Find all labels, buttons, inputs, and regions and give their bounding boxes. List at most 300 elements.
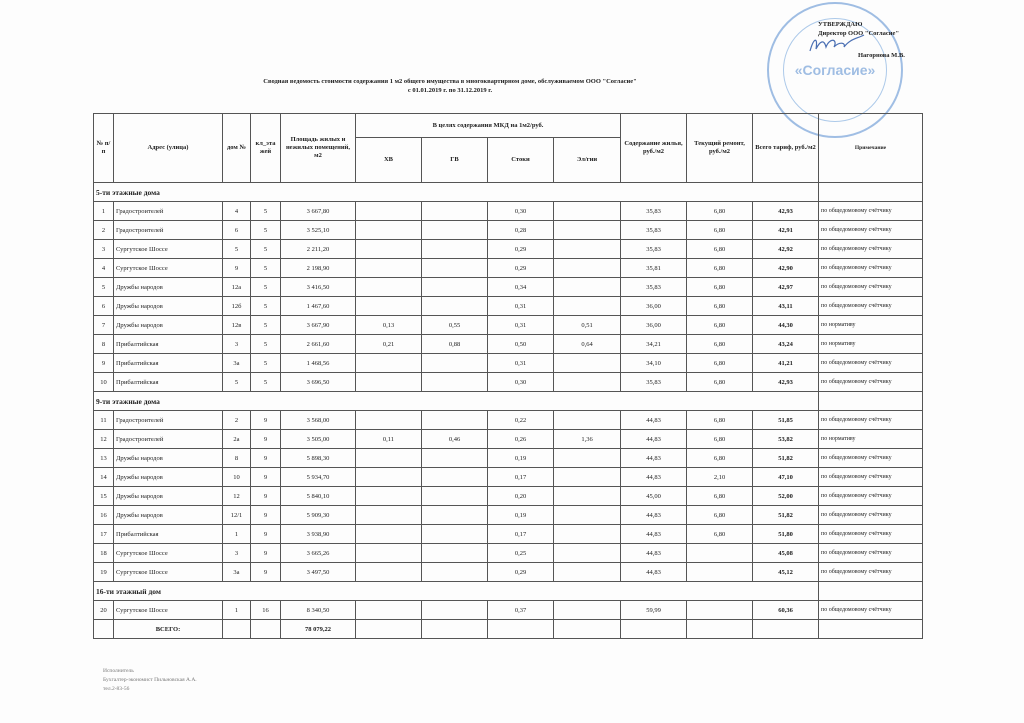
row-hot-water [422, 544, 488, 563]
section-header-row [94, 582, 923, 601]
row-cold-water [356, 221, 422, 240]
row-sewage: 0,31 [488, 354, 554, 373]
row-area: 5 898,30 [281, 449, 356, 468]
row-number: 17 [94, 525, 114, 544]
row-maintenance: 35,81 [621, 259, 687, 278]
row-maintenance: 36,00 [621, 297, 687, 316]
document-title [200, 77, 700, 95]
row-repair: 6,80 [687, 259, 753, 278]
row-maintenance: 44,83 [621, 525, 687, 544]
row-number: 16 [94, 506, 114, 525]
row-area: 5 909,30 [281, 506, 356, 525]
row-house: 5 [223, 373, 251, 392]
row-number: 5 [94, 278, 114, 297]
row-cold-water [356, 487, 422, 506]
row-sewage: 0,19 [488, 449, 554, 468]
row-electricity [554, 297, 621, 316]
row-maintenance: 35,83 [621, 240, 687, 259]
row-floors: 5 [251, 316, 281, 335]
row-sewage: 0,30 [488, 373, 554, 392]
table-row [94, 354, 923, 373]
row-sewage: 0,34 [488, 278, 554, 297]
row-repair: 6,80 [687, 221, 753, 240]
row-house: 12а [223, 278, 251, 297]
row-electricity [554, 278, 621, 297]
row-hot-water [422, 221, 488, 240]
table-row [94, 202, 923, 221]
row-house: 12в [223, 316, 251, 335]
total-area: 78 079,22 [281, 620, 356, 639]
row-repair: 6,80 [687, 335, 753, 354]
row-repair: 6,80 [687, 506, 753, 525]
row-maintenance: 34,10 [621, 354, 687, 373]
row-address: Сургутское Шоссе [114, 601, 223, 620]
row-sewage: 0,28 [488, 221, 554, 240]
row-electricity [554, 221, 621, 240]
table-row [94, 563, 923, 582]
header-maintenance: Содержание жилья, руб./м2 [621, 114, 687, 183]
row-cold-water [356, 411, 422, 430]
row-maintenance: 36,00 [621, 316, 687, 335]
total-empty-cell [488, 620, 554, 639]
row-house: 2 [223, 411, 251, 430]
row-electricity [554, 202, 621, 221]
row-area: 3 505,00 [281, 430, 356, 449]
row-address: Дружбы народов [114, 487, 223, 506]
row-sewage: 0,19 [488, 506, 554, 525]
row-sewage: 0,31 [488, 316, 554, 335]
row-repair [687, 544, 753, 563]
row-total-tariff: 42,90 [753, 259, 819, 278]
table-row [94, 487, 923, 506]
row-address: Градостроителей [114, 202, 223, 221]
row-total-tariff: 60,36 [753, 601, 819, 620]
row-note: по общедомовому счётчику [819, 373, 923, 392]
row-area: 3 665,26 [281, 544, 356, 563]
row-hot-water [422, 259, 488, 278]
row-floors: 9 [251, 544, 281, 563]
total-empty-cell [753, 620, 819, 639]
row-total-tariff: 41,21 [753, 354, 819, 373]
row-total-tariff: 42,91 [753, 221, 819, 240]
row-number: 3 [94, 240, 114, 259]
row-sewage: 0,20 [488, 487, 554, 506]
table-row [94, 335, 923, 354]
row-area: 3 416,50 [281, 278, 356, 297]
table-row [94, 373, 923, 392]
row-address: Градостроителей [114, 221, 223, 240]
row-area: 5 840,10 [281, 487, 356, 506]
row-total-tariff: 45,12 [753, 563, 819, 582]
row-maintenance: 35,83 [621, 202, 687, 221]
row-cold-water [356, 354, 422, 373]
row-total-tariff: 43,11 [753, 297, 819, 316]
row-total-tariff: 51,82 [753, 449, 819, 468]
row-repair: 6,80 [687, 354, 753, 373]
row-area: 3 667,90 [281, 316, 356, 335]
row-note: по общедомовому счётчику [819, 259, 923, 278]
row-sewage: 0,50 [488, 335, 554, 354]
row-hot-water [422, 411, 488, 430]
total-empty-cell [621, 620, 687, 639]
row-floors: 5 [251, 221, 281, 240]
table-row [94, 601, 923, 620]
row-repair [687, 563, 753, 582]
section-header-row [94, 392, 923, 411]
row-number: 7 [94, 316, 114, 335]
row-hot-water [422, 449, 488, 468]
row-maintenance: 44,83 [621, 449, 687, 468]
row-hot-water [422, 373, 488, 392]
row-note: по нормативу [819, 430, 923, 449]
row-hot-water [422, 487, 488, 506]
total-empty-floors [251, 620, 281, 639]
row-electricity [554, 354, 621, 373]
row-area: 1 468,56 [281, 354, 356, 373]
row-number: 20 [94, 601, 114, 620]
row-address: Сургутское Шоссе [114, 240, 223, 259]
row-sewage: 0,29 [488, 240, 554, 259]
header-hot-water: ГВ [422, 138, 488, 183]
row-address: Прибалтийская [114, 354, 223, 373]
tariff-table [93, 113, 923, 639]
row-total-tariff: 42,93 [753, 202, 819, 221]
row-electricity [554, 506, 621, 525]
row-cold-water [356, 468, 422, 487]
row-floors: 9 [251, 487, 281, 506]
row-floors: 5 [251, 335, 281, 354]
row-electricity [554, 411, 621, 430]
row-house: 2а [223, 430, 251, 449]
row-note: по общедомовому счётчику [819, 563, 923, 582]
header-note: Примечание [819, 114, 923, 183]
row-address: Сургутское Шоссе [114, 259, 223, 278]
row-total-tariff: 51,82 [753, 506, 819, 525]
row-repair [687, 601, 753, 620]
row-sewage: 0,26 [488, 430, 554, 449]
row-cold-water: 0,13 [356, 316, 422, 335]
row-repair: 6,80 [687, 240, 753, 259]
row-floors: 9 [251, 411, 281, 430]
total-empty-cell [356, 620, 422, 639]
row-number: 6 [94, 297, 114, 316]
header-total: Всего тариф, руб./м2 [753, 114, 819, 183]
row-number: 10 [94, 373, 114, 392]
approval-heading: УТВЕРЖДАЮ [818, 21, 863, 28]
row-area: 3 667,80 [281, 202, 356, 221]
row-number: 11 [94, 411, 114, 430]
row-floors: 9 [251, 525, 281, 544]
title-line-2: с 01.01.2019 г. по 31.12.2019 г. [407, 87, 493, 94]
row-area: 2 661,60 [281, 335, 356, 354]
header-house: дом № [223, 114, 251, 183]
row-electricity [554, 373, 621, 392]
row-note: по общедомовому счётчику [819, 240, 923, 259]
row-hot-water [422, 240, 488, 259]
row-note: по общедомовому счётчику [819, 449, 923, 468]
row-note: по нормативу [819, 335, 923, 354]
total-empty-num [94, 620, 114, 639]
total-empty-cell [819, 620, 923, 639]
row-number: 15 [94, 487, 114, 506]
table-row [94, 278, 923, 297]
row-area: 3 525,10 [281, 221, 356, 240]
row-electricity [554, 468, 621, 487]
section-title: 5-ти этажные дома [94, 183, 819, 202]
row-maintenance: 35,83 [621, 373, 687, 392]
row-total-tariff: 51,80 [753, 525, 819, 544]
row-note: по общедомовому счётчику [819, 601, 923, 620]
row-maintenance: 44,83 [621, 430, 687, 449]
row-electricity: 0,64 [554, 335, 621, 354]
header-num: № п/п [94, 114, 114, 183]
row-address: Дружбы народов [114, 278, 223, 297]
row-total-tariff: 51,85 [753, 411, 819, 430]
row-address: Градостроителей [114, 430, 223, 449]
table-row [94, 468, 923, 487]
row-total-tariff: 42,97 [753, 278, 819, 297]
row-sewage: 0,25 [488, 544, 554, 563]
row-note: по общедомовому счётчику [819, 411, 923, 430]
row-house: 6 [223, 221, 251, 240]
total-empty-cell [687, 620, 753, 639]
header-area: Площадь жилых и нежилых помещений, м2 [281, 114, 356, 183]
row-house: 8 [223, 449, 251, 468]
table-row [94, 221, 923, 240]
row-electricity [554, 525, 621, 544]
row-cold-water [356, 373, 422, 392]
row-cold-water: 0,21 [356, 335, 422, 354]
row-sewage: 0,17 [488, 468, 554, 487]
row-maintenance: 44,83 [621, 563, 687, 582]
row-floors: 9 [251, 430, 281, 449]
header-electricity: Эл/гии [554, 138, 621, 183]
row-address: Прибалтийская [114, 525, 223, 544]
total-empty-cell [422, 620, 488, 639]
row-house: 12/1 [223, 506, 251, 525]
row-electricity [554, 544, 621, 563]
row-total-tariff: 44,30 [753, 316, 819, 335]
row-floors: 9 [251, 563, 281, 582]
row-area: 3 497,50 [281, 563, 356, 582]
row-house: 3 [223, 544, 251, 563]
row-number: 9 [94, 354, 114, 373]
row-maintenance: 34,21 [621, 335, 687, 354]
row-address: Дружбы народов [114, 449, 223, 468]
row-floors: 5 [251, 278, 281, 297]
footer-phone: тел.2-83-56 [103, 686, 130, 692]
row-electricity [554, 259, 621, 278]
row-electricity [554, 487, 621, 506]
row-hot-water [422, 278, 488, 297]
row-house: 10 [223, 468, 251, 487]
row-repair: 6,80 [687, 278, 753, 297]
section-title: 16-ти этажный дом [94, 582, 819, 601]
section-title: 9-ти этажные дома [94, 392, 819, 411]
row-house: 12 [223, 487, 251, 506]
row-floors: 16 [251, 601, 281, 620]
row-repair: 6,80 [687, 487, 753, 506]
row-maintenance: 35,83 [621, 221, 687, 240]
footer-executor-name: Бухгалтер-экономист Пильновская А.А. [103, 677, 197, 683]
row-maintenance: 45,00 [621, 487, 687, 506]
row-house: 9 [223, 259, 251, 278]
total-empty-house [223, 620, 251, 639]
row-floors: 5 [251, 202, 281, 221]
row-house: 3а [223, 563, 251, 582]
row-address: Дружбы народов [114, 506, 223, 525]
row-maintenance: 44,83 [621, 544, 687, 563]
row-repair: 6,80 [687, 411, 753, 430]
seal-company-name: «Согласие» [794, 62, 876, 78]
table-row [94, 259, 923, 278]
row-sewage: 0,22 [488, 411, 554, 430]
total-row [94, 620, 923, 639]
row-number: 12 [94, 430, 114, 449]
row-area: 3 568,00 [281, 411, 356, 430]
row-total-tariff: 43,24 [753, 335, 819, 354]
row-repair: 6,80 [687, 525, 753, 544]
row-repair: 6,80 [687, 316, 753, 335]
row-cold-water [356, 563, 422, 582]
row-number: 2 [94, 221, 114, 240]
row-area: 8 340,50 [281, 601, 356, 620]
title-line-1: Сводная ведомость стоимости содержания 1 м2 общего имущества в многоквартирном доме, обслуживаемом ООО "Согласие" [263, 78, 637, 85]
section-note-cell [819, 392, 923, 411]
row-hot-water [422, 563, 488, 582]
row-house: 1 [223, 525, 251, 544]
row-maintenance: 44,83 [621, 411, 687, 430]
row-address: Сургутское Шоссе [114, 563, 223, 582]
row-total-tariff: 52,00 [753, 487, 819, 506]
row-repair: 6,80 [687, 430, 753, 449]
row-electricity: 0,51 [554, 316, 621, 335]
row-hot-water [422, 354, 488, 373]
row-hot-water: 0,55 [422, 316, 488, 335]
row-address: Сургутское Шоссе [114, 544, 223, 563]
total-empty-cell [554, 620, 621, 639]
table-row [94, 411, 923, 430]
row-repair: 6,80 [687, 297, 753, 316]
row-electricity [554, 449, 621, 468]
row-floors: 5 [251, 297, 281, 316]
row-address: Дружбы народов [114, 297, 223, 316]
row-cold-water [356, 544, 422, 563]
row-number: 8 [94, 335, 114, 354]
row-cold-water [356, 278, 422, 297]
row-hot-water [422, 525, 488, 544]
row-cold-water [356, 601, 422, 620]
table-row [94, 240, 923, 259]
row-floors: 9 [251, 449, 281, 468]
row-sewage: 0,31 [488, 297, 554, 316]
row-electricity [554, 563, 621, 582]
header-repair: Текущий ремонт, руб./м2 [687, 114, 753, 183]
row-floors: 9 [251, 506, 281, 525]
row-number: 14 [94, 468, 114, 487]
row-total-tariff: 42,93 [753, 373, 819, 392]
row-cold-water [356, 506, 422, 525]
row-cold-water [356, 449, 422, 468]
row-repair: 2,10 [687, 468, 753, 487]
row-floors: 5 [251, 259, 281, 278]
row-sewage: 0,29 [488, 259, 554, 278]
total-label: ВСЕГО: [114, 620, 223, 639]
row-maintenance: 44,83 [621, 506, 687, 525]
header-floors: кл_эта жей [251, 114, 281, 183]
footer-executor-label: Исполнитель [103, 668, 134, 674]
row-note: по общедомовому счётчику [819, 202, 923, 221]
row-note: по общедомовому счётчику [819, 525, 923, 544]
header-sewage: Стоки [488, 138, 554, 183]
row-area: 5 934,70 [281, 468, 356, 487]
row-cold-water [356, 297, 422, 316]
row-total-tariff: 53,82 [753, 430, 819, 449]
row-hot-water [422, 468, 488, 487]
row-hot-water [422, 297, 488, 316]
row-number: 18 [94, 544, 114, 563]
row-sewage: 0,30 [488, 202, 554, 221]
row-note: по общедомовому счётчику [819, 297, 923, 316]
row-note: по общедомовому счётчику [819, 278, 923, 297]
row-repair: 6,80 [687, 373, 753, 392]
row-total-tariff: 47,10 [753, 468, 819, 487]
row-maintenance: 44,83 [621, 468, 687, 487]
row-number: 19 [94, 563, 114, 582]
row-sewage: 0,29 [488, 563, 554, 582]
row-house: 12б [223, 297, 251, 316]
table-row [94, 449, 923, 468]
row-cold-water [356, 525, 422, 544]
row-electricity [554, 240, 621, 259]
row-cold-water [356, 240, 422, 259]
row-floors: 9 [251, 468, 281, 487]
row-address: Прибалтийская [114, 373, 223, 392]
row-note: по общедомовому счётчику [819, 354, 923, 373]
header-cold-water: ХВ [356, 138, 422, 183]
row-area: 3 696,50 [281, 373, 356, 392]
header-address: Адрес (улица) [114, 114, 223, 183]
row-cold-water [356, 202, 422, 221]
row-note: по нормативу [819, 316, 923, 335]
row-address: Дружбы народов [114, 468, 223, 487]
row-note: по общедомовому счётчику [819, 544, 923, 563]
row-hot-water: 0,46 [422, 430, 488, 449]
section-note-cell [819, 582, 923, 601]
row-electricity [554, 601, 621, 620]
row-hot-water [422, 506, 488, 525]
row-house: 1 [223, 601, 251, 620]
row-area: 1 467,60 [281, 297, 356, 316]
row-address: Дружбы народов [114, 316, 223, 335]
footer-block [103, 667, 197, 694]
section-note-cell [819, 183, 923, 202]
table-row [94, 297, 923, 316]
row-number: 13 [94, 449, 114, 468]
row-hot-water: 0,88 [422, 335, 488, 354]
approval-name: Нагорнова М.В. [858, 52, 905, 59]
row-repair: 6,80 [687, 202, 753, 221]
header-group: В целях содержания МКД на 1м2/руб. [356, 114, 621, 138]
row-floors: 5 [251, 240, 281, 259]
row-maintenance: 59,99 [621, 601, 687, 620]
table-row [94, 506, 923, 525]
row-note: по общедомовому счётчику [819, 221, 923, 240]
row-number: 1 [94, 202, 114, 221]
row-floors: 5 [251, 373, 281, 392]
row-address: Прибалтийская [114, 335, 223, 354]
table-row [94, 525, 923, 544]
